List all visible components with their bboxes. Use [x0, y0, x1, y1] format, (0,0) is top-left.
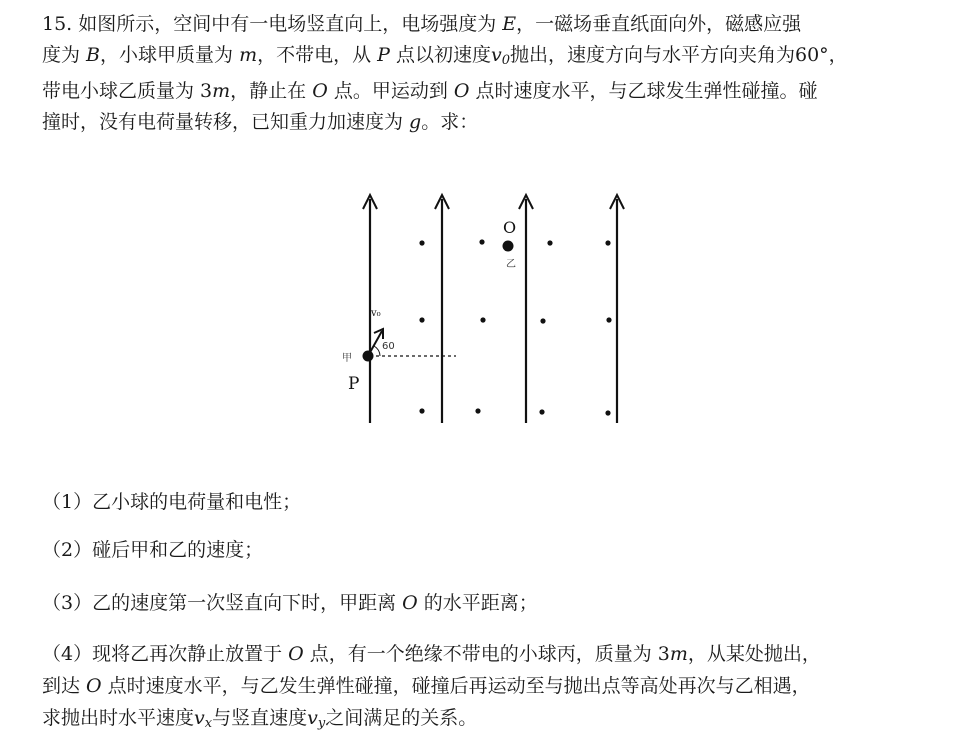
text-line	[42, 487, 301, 518]
text-line	[42, 107, 942, 138]
text-segment: ，从某处抛出，	[687, 643, 821, 665]
text-segment: ，静止在	[230, 80, 313, 102]
text-segment: 到达	[42, 675, 87, 697]
math-symbol: E	[502, 13, 517, 35]
label-jia: 甲	[342, 353, 352, 364]
question-2	[42, 535, 263, 566]
text-segment: （4）现将乙再次静止放置于	[42, 643, 289, 665]
text-segment: （2）碰后甲和乙的速度；	[42, 539, 264, 561]
text-line	[42, 40, 942, 76]
text-segment: （1）乙小球的电荷量和电性；	[42, 491, 302, 513]
text-line	[42, 638, 821, 670]
subscript: 0	[501, 53, 510, 68]
math-symbol: O	[453, 80, 470, 102]
text-segment: 带电小球乙质量为 3	[42, 80, 213, 102]
field-dot	[480, 317, 485, 322]
field-dot	[540, 318, 545, 323]
text-line	[42, 702, 821, 740]
text-segment: 度为	[42, 44, 87, 66]
text-segment: 点，有一个绝缘不带电的小球丙，质量为 3	[303, 643, 670, 665]
text-segment: 求抛出时水平速度	[42, 707, 195, 729]
math-symbol: m	[212, 80, 231, 102]
text-segment: 点时速度水平，与乙球发生弹性碰撞。碰	[469, 80, 818, 102]
field-dot	[419, 317, 424, 322]
math-symbol: P	[377, 44, 390, 66]
label-angle: 60	[382, 341, 395, 352]
ball-yi	[503, 241, 514, 252]
field-arrowheads	[363, 195, 624, 209]
field-dot	[479, 239, 484, 244]
math-symbol: g	[409, 111, 422, 133]
text-line	[42, 670, 821, 702]
math-symbol: O	[312, 80, 328, 102]
field-dot	[475, 408, 480, 413]
label-yi: 乙	[506, 259, 516, 270]
text-segment: 撞时，没有电荷量转移，已知重力加速度为	[42, 111, 410, 133]
field-dot	[419, 240, 424, 245]
math-symbol: m	[239, 44, 258, 66]
text-segment: 的水平距离；	[417, 592, 538, 614]
text-segment: （3）乙的速度第一次竖直向下时，甲距离	[42, 592, 403, 614]
text-segment: 之间满足的关系。	[325, 707, 478, 729]
question-1	[42, 487, 301, 518]
question-3	[42, 588, 538, 619]
field-dot	[605, 410, 610, 415]
text-line	[42, 588, 538, 619]
label-P: P	[348, 374, 360, 394]
field-dot	[547, 240, 552, 245]
math-symbol: v	[194, 707, 205, 729]
text-segment: ，一磁场垂直纸面向外，磁感应强	[516, 13, 802, 35]
label-v0: v₀	[371, 308, 381, 319]
text-line	[42, 9, 942, 40]
question-4	[42, 638, 821, 740]
text-segment: 抛出，速度方向与水平方向夹角为60°，	[510, 44, 848, 66]
field-dot	[539, 409, 544, 414]
subscript: x	[204, 716, 213, 731]
math-symbol: v	[307, 707, 318, 729]
text-segment: ，小球甲质量为	[100, 44, 240, 66]
text-segment: 与竖直速度	[212, 707, 308, 729]
field-dot	[606, 317, 611, 322]
text-segment: 点以初速度	[389, 44, 491, 66]
text-segment: 点。甲运动到	[327, 80, 454, 102]
math-symbol: B	[86, 44, 101, 66]
field-dot	[419, 408, 424, 413]
text-segment: 点时速度水平，与乙发生弹性碰撞，碰撞后再运动至与抛出点等高处再次与乙相遇，	[101, 675, 811, 697]
problem-statement	[42, 9, 942, 138]
math-symbol: O	[402, 592, 418, 614]
text-segment: 15. 如图所示，空间中有一电场竖直向上，电场强度为	[42, 13, 503, 35]
label-O: O	[503, 218, 517, 237]
field-dot	[605, 240, 610, 245]
subscript: y	[317, 716, 326, 731]
text-segment: ，不带电，从	[257, 44, 378, 66]
text-line	[42, 535, 263, 566]
math-symbol: m	[669, 643, 688, 665]
field-diagram	[330, 185, 650, 435]
text-segment: 。求：	[421, 111, 479, 133]
text-line	[42, 76, 942, 107]
angle-arc	[374, 346, 380, 356]
math-symbol: v	[490, 44, 502, 66]
math-symbol: O	[288, 643, 304, 665]
math-symbol: O	[86, 675, 102, 697]
field-lines	[370, 199, 617, 423]
